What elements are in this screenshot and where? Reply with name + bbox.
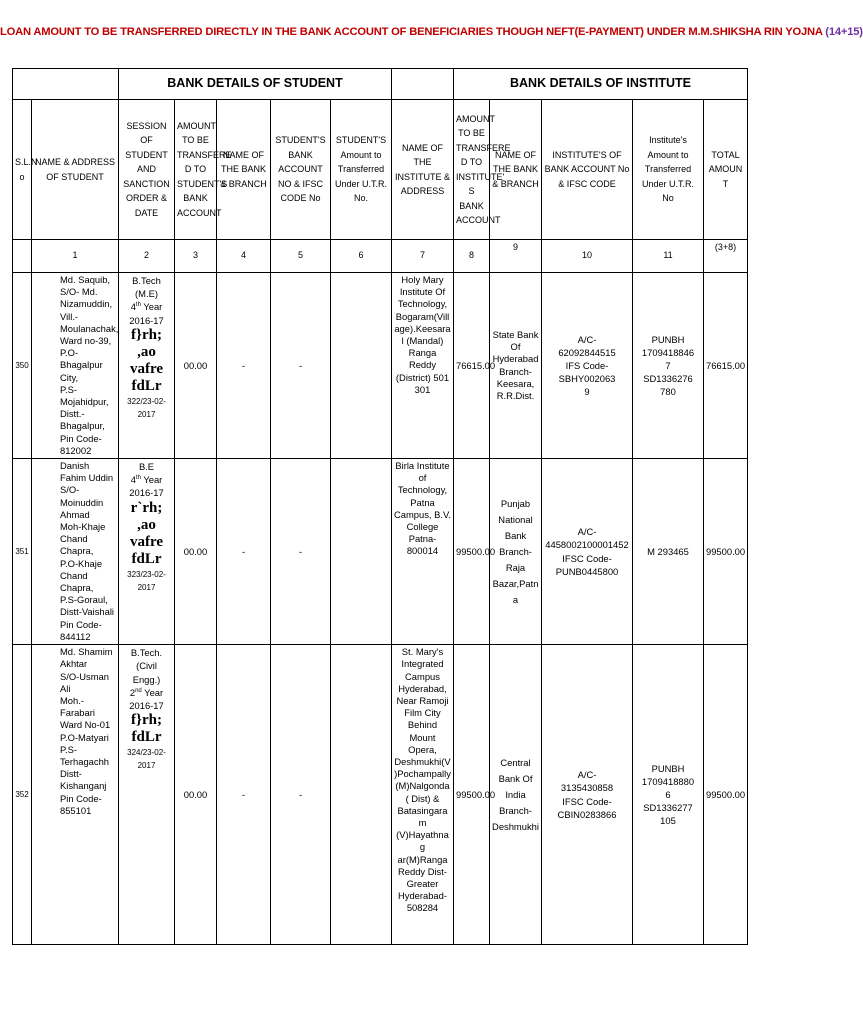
hindi-installment: r`rh; ,ao — [130, 499, 163, 533]
total-amount: 99500.00 — [704, 645, 748, 945]
year — [121, 686, 172, 699]
student-bank: - — [217, 645, 271, 945]
group-student: BANK DETAILS OF STUDENT — [119, 69, 392, 100]
row-sl: 351 — [13, 459, 32, 645]
session: 2016-17 — [129, 487, 164, 499]
col-num: (3+8) — [704, 240, 748, 273]
header-amount-student: AMOUNT TO BE TRANSFERE D TO STUDENT'S BANK ACCOUNT — [175, 100, 217, 240]
branch: (M.E) — [135, 288, 158, 300]
hindi-installment: f}rh; fdLr — [131, 712, 162, 746]
total-amount: 99500.00 — [704, 459, 748, 645]
student-bank: - — [217, 459, 271, 645]
institute-utr: PUNBH 17094188806 SD1336277105 — [633, 645, 704, 945]
address-line: Chapra, — [60, 545, 94, 557]
address-line: Ward no-39, — [60, 335, 112, 347]
address-line: Pin Code-855101 — [60, 792, 102, 816]
session: 2016-17 — [129, 314, 164, 326]
hindi-installment: vafre fdLr — [129, 360, 164, 394]
year-number: 4 — [130, 474, 136, 486]
amount-institute: 76615.00 — [454, 273, 490, 459]
address-line: Ahmad — [60, 508, 90, 520]
institute-address: Birla Institute of Technology, Patna Campus, B.V. College Patna-800014 — [392, 459, 454, 645]
header-student-account: STUDENT'S BANK ACCOUNT NO & IFSC CODE No — [271, 100, 331, 240]
col-num: 2 — [119, 240, 175, 273]
student-utr — [331, 273, 392, 459]
title-highlight: (14+15) — [825, 26, 863, 38]
student-utr — [331, 645, 392, 945]
total-amount: 76615.00 — [704, 273, 748, 459]
address-line: Md. Shamim Akhtar — [60, 646, 113, 670]
address-line: Nizamuddin, — [60, 298, 113, 310]
year-word: Year — [140, 301, 163, 313]
group-header-row — [13, 69, 748, 100]
institute-account: A/C- 62092844515 IFS Code- SBHY0020639 — [542, 273, 633, 459]
header-sln: S.L.N o — [13, 100, 32, 240]
header-institute-name: NAME OF THE INSTITUTE & ADDRESS — [392, 100, 454, 240]
address-line: P.O-Khaje Chand — [60, 557, 103, 581]
address-line: S/O-Usman Ali — [60, 670, 109, 694]
hindi-installment: vafre fdLr — [129, 533, 164, 567]
student-account: - — [271, 459, 331, 645]
col-num: 7 — [392, 240, 454, 273]
institute-utr: M 293465 — [633, 459, 704, 645]
address-line: Md. Saquib, — [60, 274, 111, 285]
address-line: Distt-Kishanganj — [60, 768, 107, 792]
col-num: 4 — [217, 240, 271, 273]
sanction-order: 322/23-02-2017 — [127, 396, 166, 420]
year-word: Year — [140, 474, 163, 486]
header-bank-branch: NAME OF THE BANK & BRANCH — [217, 100, 271, 240]
address-line: Vill.-Moulanachak, — [60, 310, 119, 334]
address-line: Ward No-01 — [60, 719, 111, 731]
header-inst-utr: Institute's Amount to Transferred Under U.T.R. No — [633, 100, 704, 240]
col-num: 1 — [32, 240, 119, 273]
col-num: 5 — [271, 240, 331, 273]
sanction-order: 323/23-02-2017 — [127, 569, 166, 592]
year — [121, 473, 172, 486]
column-number-row — [13, 240, 748, 273]
col-num: 11 — [633, 240, 704, 273]
row-sl: 352 — [13, 645, 32, 945]
year-suffix: nd — [135, 687, 142, 694]
year-suffix: th — [135, 302, 141, 309]
student-utr — [331, 459, 392, 645]
student-account: - — [271, 645, 331, 945]
amount-institute: 99500.00 — [454, 459, 490, 645]
year-number: 4 — [130, 301, 136, 313]
address-line: P.S-Terhagachh — [60, 743, 109, 767]
header-amount-institute: AMOUNT TO BE TRANSFERE D TO INSTITUTE' S BANK ACCOUNT — [454, 100, 490, 240]
amount-student: 00.00 — [175, 459, 217, 645]
column-header-row — [13, 100, 748, 240]
col-num: 9 — [490, 240, 542, 273]
year — [121, 300, 172, 313]
student-name-address — [32, 459, 119, 645]
group-blank — [13, 69, 119, 100]
student-name-address — [32, 273, 119, 459]
group-institute: BANK DETAILS OF INSTITUTE — [454, 69, 748, 100]
year-suffix: th — [135, 475, 141, 482]
table-row — [13, 645, 748, 945]
address-line: P.S- Mojahidpur, — [60, 383, 109, 408]
page-title — [0, 26, 863, 38]
student-bank: - — [217, 273, 271, 459]
address-line: S/O-Moinuddin — [60, 484, 104, 508]
col-num: 10 — [542, 240, 633, 273]
col-num: 3 — [175, 240, 217, 273]
address-line: Moh-Khaje Chand — [60, 521, 106, 545]
address-line: Pin Code- 812002 — [60, 432, 102, 456]
address-line: P.O-Bhagalpur City, — [60, 347, 103, 383]
session-cell — [119, 645, 175, 945]
header-name-address: NAME & ADDRESS OF STUDENT — [32, 100, 119, 240]
institute-utr: PUNBH 17094188467 SD1336276780 — [633, 273, 704, 459]
address-line: Distt.-Bhagalpur, — [60, 408, 105, 432]
row-sl: 350 — [13, 273, 32, 459]
institute-bank: State Bank Of Hyderabad Branch-Keesara, R.R.Dist. — [490, 273, 542, 459]
beneficiary-table — [12, 68, 748, 945]
col-num: 6 — [331, 240, 392, 273]
student-name-address — [32, 645, 119, 945]
session-cell — [119, 459, 175, 645]
session: 2016-17 — [129, 699, 164, 711]
address-line: Pin Code-844112 — [60, 618, 102, 642]
institute-account: A/C- 3135430858 IFSC Code- CBIN0283866 — [542, 645, 633, 945]
institute-address: St. Mary's Integrated Campus Hyderabad, Near Ramoji Film City Behind Mount Opera, Deshmukhi(V )Pochampally (M)Nalgonda( Dist) & Batasingaram (V)Hayathnag ar(M)Ranga Reddy Dist-Greater Hyderabad-508284 — [392, 645, 454, 945]
col-num: 8 — [454, 240, 490, 273]
address-line: Moh.-Farabari — [60, 694, 95, 719]
header-student-utr: STUDENT'S Amount to Transferred Under U.T.R. No. — [331, 100, 392, 240]
course: B.E — [138, 461, 155, 473]
address-line: Danish Fahim Uddin — [60, 460, 114, 484]
year-word: Year — [141, 686, 164, 698]
header-session: SESSION OF STUDENT AND SANCTION ORDER & DATE — [119, 100, 175, 240]
address-line: Chapra, — [60, 582, 94, 594]
institute-bank: Central Bank Of India Branch-Deshmukhi — [490, 645, 542, 945]
year-number: 2 — [129, 686, 136, 698]
address-line: Distt-Vaishali — [60, 606, 115, 618]
institute-account: A/C- 4458002100001452 IFSC Code- PUNB0445800 — [542, 459, 633, 645]
address-line: S/O- Md. — [60, 286, 98, 298]
course: B.Tech. — [130, 647, 163, 659]
table-row — [13, 273, 748, 459]
header-inst-account: INSTITUTE'S OF BANK ACCOUNT No & IFSC CODE — [542, 100, 633, 240]
title-text: LOAN AMOUNT TO BE TRANSFERRED DIRECTLY IN THE BANK ACCOUNT OF BENEFICIARIES THOUGH NEFT(E-PAYMENT) UNDER M.M.SHIKSHA RIN YOJNA — [0, 26, 826, 38]
course: B.Tech — [132, 275, 161, 286]
student-account: - — [271, 273, 331, 459]
amount-institute: 99500.00 — [454, 645, 490, 945]
amount-student: 00.00 — [175, 645, 217, 945]
address-line: P.S-Goraul, — [60, 594, 108, 606]
group-gap — [392, 69, 454, 100]
table-row — [13, 459, 748, 645]
sanction-order: 324/23-02-2017 — [127, 748, 166, 771]
col-num-blank — [13, 240, 32, 273]
address-line: P.O-Matyari — [60, 731, 109, 743]
institute-bank: Punjab National Bank Branch-Raja Bazar,Patna — [490, 459, 542, 645]
header-total: TOTAL AMOUN T — [704, 100, 748, 240]
hindi-installment: f}rh; ,ao — [131, 326, 162, 360]
amount-student: 00.00 — [175, 273, 217, 459]
session-cell — [119, 273, 175, 459]
header-inst-bank-branch: NAME OF THE BANK & BRANCH — [490, 100, 542, 240]
branch: (Civil Engg.) — [132, 660, 161, 685]
institute-address: Holy Mary Institute Of Technology, Bogaram(Vill age).Keesaral (Mandal) Ranga Reddy (District) 501 301 — [392, 273, 454, 459]
